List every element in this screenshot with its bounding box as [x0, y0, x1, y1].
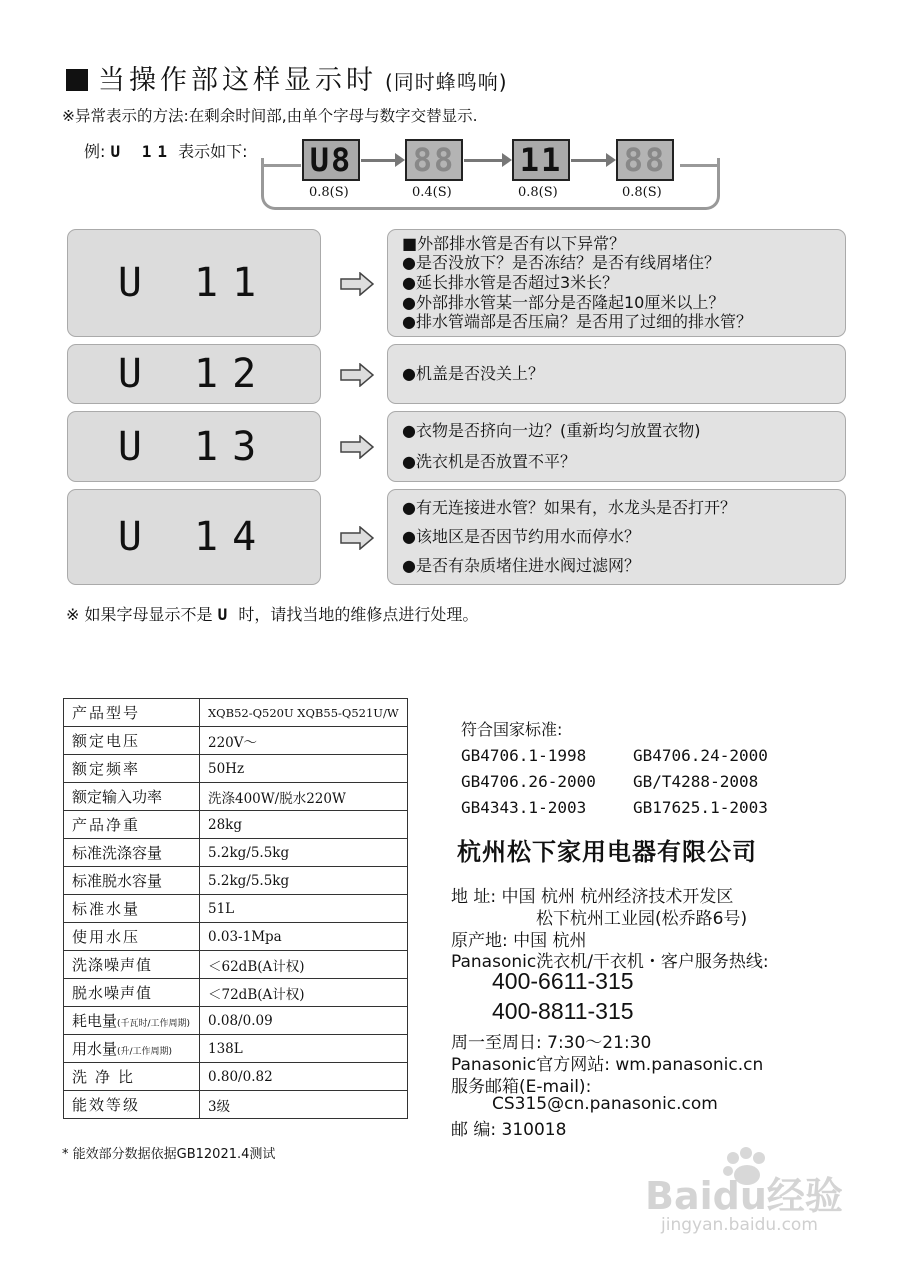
example-prefix: 例:: [84, 142, 106, 161]
footnote-text: ※ 如果字母显示不是: [66, 605, 213, 624]
table-row: [64, 1007, 408, 1035]
title-subtitle: (同时蜂鸣响): [385, 70, 508, 94]
example-code: U 11: [110, 142, 174, 161]
spec-key: 额定电压: [64, 727, 200, 755]
error-code-box: [67, 229, 321, 337]
error-code-box: [67, 489, 321, 585]
standard-item: GB4706.24-2000: [633, 746, 768, 765]
table-row: [64, 895, 408, 923]
lcd-display-4: 88: [616, 139, 674, 181]
example-label: [84, 139, 248, 162]
cause-line: ●是否有杂质堵住进水阀过滤网？: [402, 555, 640, 575]
hotline-label: Panasonic洗衣机/干衣机・客户服务热线:: [451, 952, 769, 972]
table-row: [64, 1035, 408, 1063]
lcd-display-2: 88: [405, 139, 463, 181]
cycle-loop-end: [680, 164, 720, 167]
spec-value: ＜72dB(A计权): [200, 979, 408, 1007]
table-row: [64, 867, 408, 895]
spec-key: 洗净比: [64, 1063, 200, 1091]
flow-arrow-line: [571, 159, 608, 162]
error-causes-box: [387, 344, 846, 404]
display-method-note: ※异常表示的方法:在剩余时间部,由单个字母与数字交替显示.: [62, 107, 478, 125]
spec-key: [64, 1007, 200, 1035]
error-code: U 13: [117, 423, 271, 470]
lcd-display-3: 11: [512, 139, 570, 181]
flow-arrow-line: [464, 159, 504, 162]
spec-key-text: 耗电量: [72, 1012, 118, 1030]
table-row: [64, 979, 408, 1007]
cycle-loop-start: [261, 164, 301, 167]
table-row: [64, 755, 408, 783]
address-line-1: 地 址: 中国 杭州 杭州经济技术开发区: [451, 887, 734, 907]
flow-arrow-icon: [606, 153, 616, 167]
spec-value: 50Hz: [200, 755, 408, 783]
postcode: 邮 编: 310018: [451, 1120, 567, 1140]
footnote-code: U: [217, 605, 234, 624]
title-text: 当操作部这样显示时: [98, 65, 377, 96]
spec-value: 5.2kg/5.5kg: [200, 867, 408, 895]
cause-line: ●机盖是否没关上？: [402, 364, 544, 383]
display-time: 0.8(S): [309, 185, 349, 200]
error-causes-box: [387, 411, 846, 482]
table-row: [64, 951, 408, 979]
spec-key: 标准水量: [64, 895, 200, 923]
error-code-box: [67, 411, 321, 482]
spec-key: 标准洗涤容量: [64, 839, 200, 867]
table-row: [64, 923, 408, 951]
standard-item: GB4343.1-2003: [461, 798, 587, 817]
cause-line: ●该地区是否因节约用水而停水？: [402, 526, 640, 546]
error-causes-box: [387, 489, 846, 585]
spec-value: 28kg: [200, 811, 408, 839]
spec-key: [64, 1035, 200, 1063]
square-bullet-icon: [66, 69, 88, 91]
cause-line: ●外部排水管某一部分是否隆起10厘米以上？: [402, 292, 725, 312]
website: Panasonic官方网站: wm.panasonic.cn: [451, 1055, 764, 1075]
origin: 原产地: 中国 杭州: [451, 931, 587, 951]
cause-line: ●是否没放下？是否冻结？是否有线屑堵住？: [402, 253, 720, 273]
spec-table: [63, 698, 408, 1119]
flow-arrow-icon: [395, 153, 405, 167]
cause-line: ●排水管端部是否压扁？是否用了过细的排水管？: [402, 312, 752, 332]
right-arrow-icon: [340, 526, 374, 550]
service-hours: 周一至周日: 7:30～21:30: [451, 1033, 652, 1053]
spec-key: 洗涤噪声值: [64, 951, 200, 979]
spec-value: 洗涤400W/脱水220W: [200, 783, 408, 811]
spec-key-unit: (千瓦时/工作周期): [117, 1019, 191, 1029]
service-footnote: [66, 602, 478, 625]
spec-key: 额定频率: [64, 755, 200, 783]
table-row: [64, 727, 408, 755]
footnote-text: 时，请找当地的维修点进行处理。: [238, 605, 479, 624]
spec-value: XQB52-Q520U XQB55-Q521U/W: [200, 699, 408, 727]
watermark-brand: Baidu经验: [645, 1174, 843, 1218]
cause-line: ●有无连接进水管？如果有，水龙头是否打开？: [402, 498, 736, 518]
spec-value: 5.2kg/5.5kg: [200, 839, 408, 867]
spec-key-unit: (升/工作周期): [117, 1047, 173, 1057]
table-row: [64, 699, 408, 727]
lcd-display-1: U8: [302, 139, 360, 181]
standard-item: GB17625.1-2003: [633, 798, 768, 817]
standards-label: 符合国家标准:: [461, 720, 563, 739]
table-row: [64, 811, 408, 839]
flow-arrow-line: [361, 159, 397, 162]
display-time: 0.4(S): [412, 185, 452, 200]
page-title: [66, 58, 508, 97]
error-code: U 11: [117, 260, 271, 306]
spec-key: 使用水压: [64, 923, 200, 951]
spec-key: 标准脱水容量: [64, 867, 200, 895]
standard-item: GB/T4288-2008: [633, 772, 759, 791]
spec-key: 额定输入功率: [64, 783, 200, 811]
spec-value: 220V～: [200, 727, 408, 755]
spec-key: 脱水噪声值: [64, 979, 200, 1007]
standard-item: GB4706.26-2000: [461, 772, 596, 791]
watermark-url: jingyan.baidu.com: [661, 1215, 818, 1235]
error-code: U 14: [117, 514, 271, 560]
company-name: 杭州松下家用电器有限公司: [457, 838, 757, 866]
error-code-box: [67, 344, 321, 404]
spec-key-text: 用水量: [72, 1040, 118, 1058]
spec-key: 产品净重: [64, 811, 200, 839]
spec-value: 0.80/0.82: [200, 1063, 408, 1091]
phone-number-1: 400-6611-315: [492, 968, 634, 994]
spec-value: 138L: [200, 1035, 408, 1063]
table-row: [64, 1091, 408, 1119]
display-time: 0.8(S): [622, 185, 662, 200]
baidu-watermark: [645, 1145, 850, 1245]
display-time: 0.8(S): [518, 185, 558, 200]
spec-value: 0.03-1Mpa: [200, 923, 408, 951]
spec-key: 产品型号: [64, 699, 200, 727]
right-arrow-icon: [340, 435, 374, 459]
error-code: U 12: [117, 351, 271, 397]
table-row: [64, 783, 408, 811]
energy-footnote: * 能效部分数据依据GB12021.4测试: [62, 1147, 276, 1162]
spec-value: 0.08/0.09: [200, 1007, 408, 1035]
flow-arrow-icon: [502, 153, 512, 167]
table-row: [64, 839, 408, 867]
email-label: 服务邮箱(E-mail):: [451, 1077, 592, 1097]
table-row: [64, 1063, 408, 1091]
spec-value: 3级: [200, 1091, 408, 1119]
cause-line: ●衣物是否挤向一边？(重新均匀放置衣物): [402, 421, 701, 441]
error-causes-box: [387, 229, 846, 337]
spec-key: 能效等级: [64, 1091, 200, 1119]
standard-item: GB4706.1-1998: [461, 746, 587, 765]
spec-value: ＜62dB(A计权): [200, 951, 408, 979]
cause-line: ■外部排水管是否有以下异常？: [402, 233, 626, 253]
example-suffix: 表示如下:: [178, 142, 248, 161]
right-arrow-icon: [340, 272, 374, 296]
spec-value: 51L: [200, 895, 408, 923]
right-arrow-icon: [340, 363, 374, 387]
cause-line: ●延长排水管是否超过3米长？: [402, 272, 619, 292]
address-line-2: 松下杭州工业园(松乔路6号): [536, 909, 748, 929]
phone-number-2: 400-8811-315: [492, 998, 634, 1024]
email-address: CS315@cn.panasonic.com: [492, 1094, 718, 1114]
cause-line: ●洗衣机是否放置不平？: [402, 451, 576, 471]
